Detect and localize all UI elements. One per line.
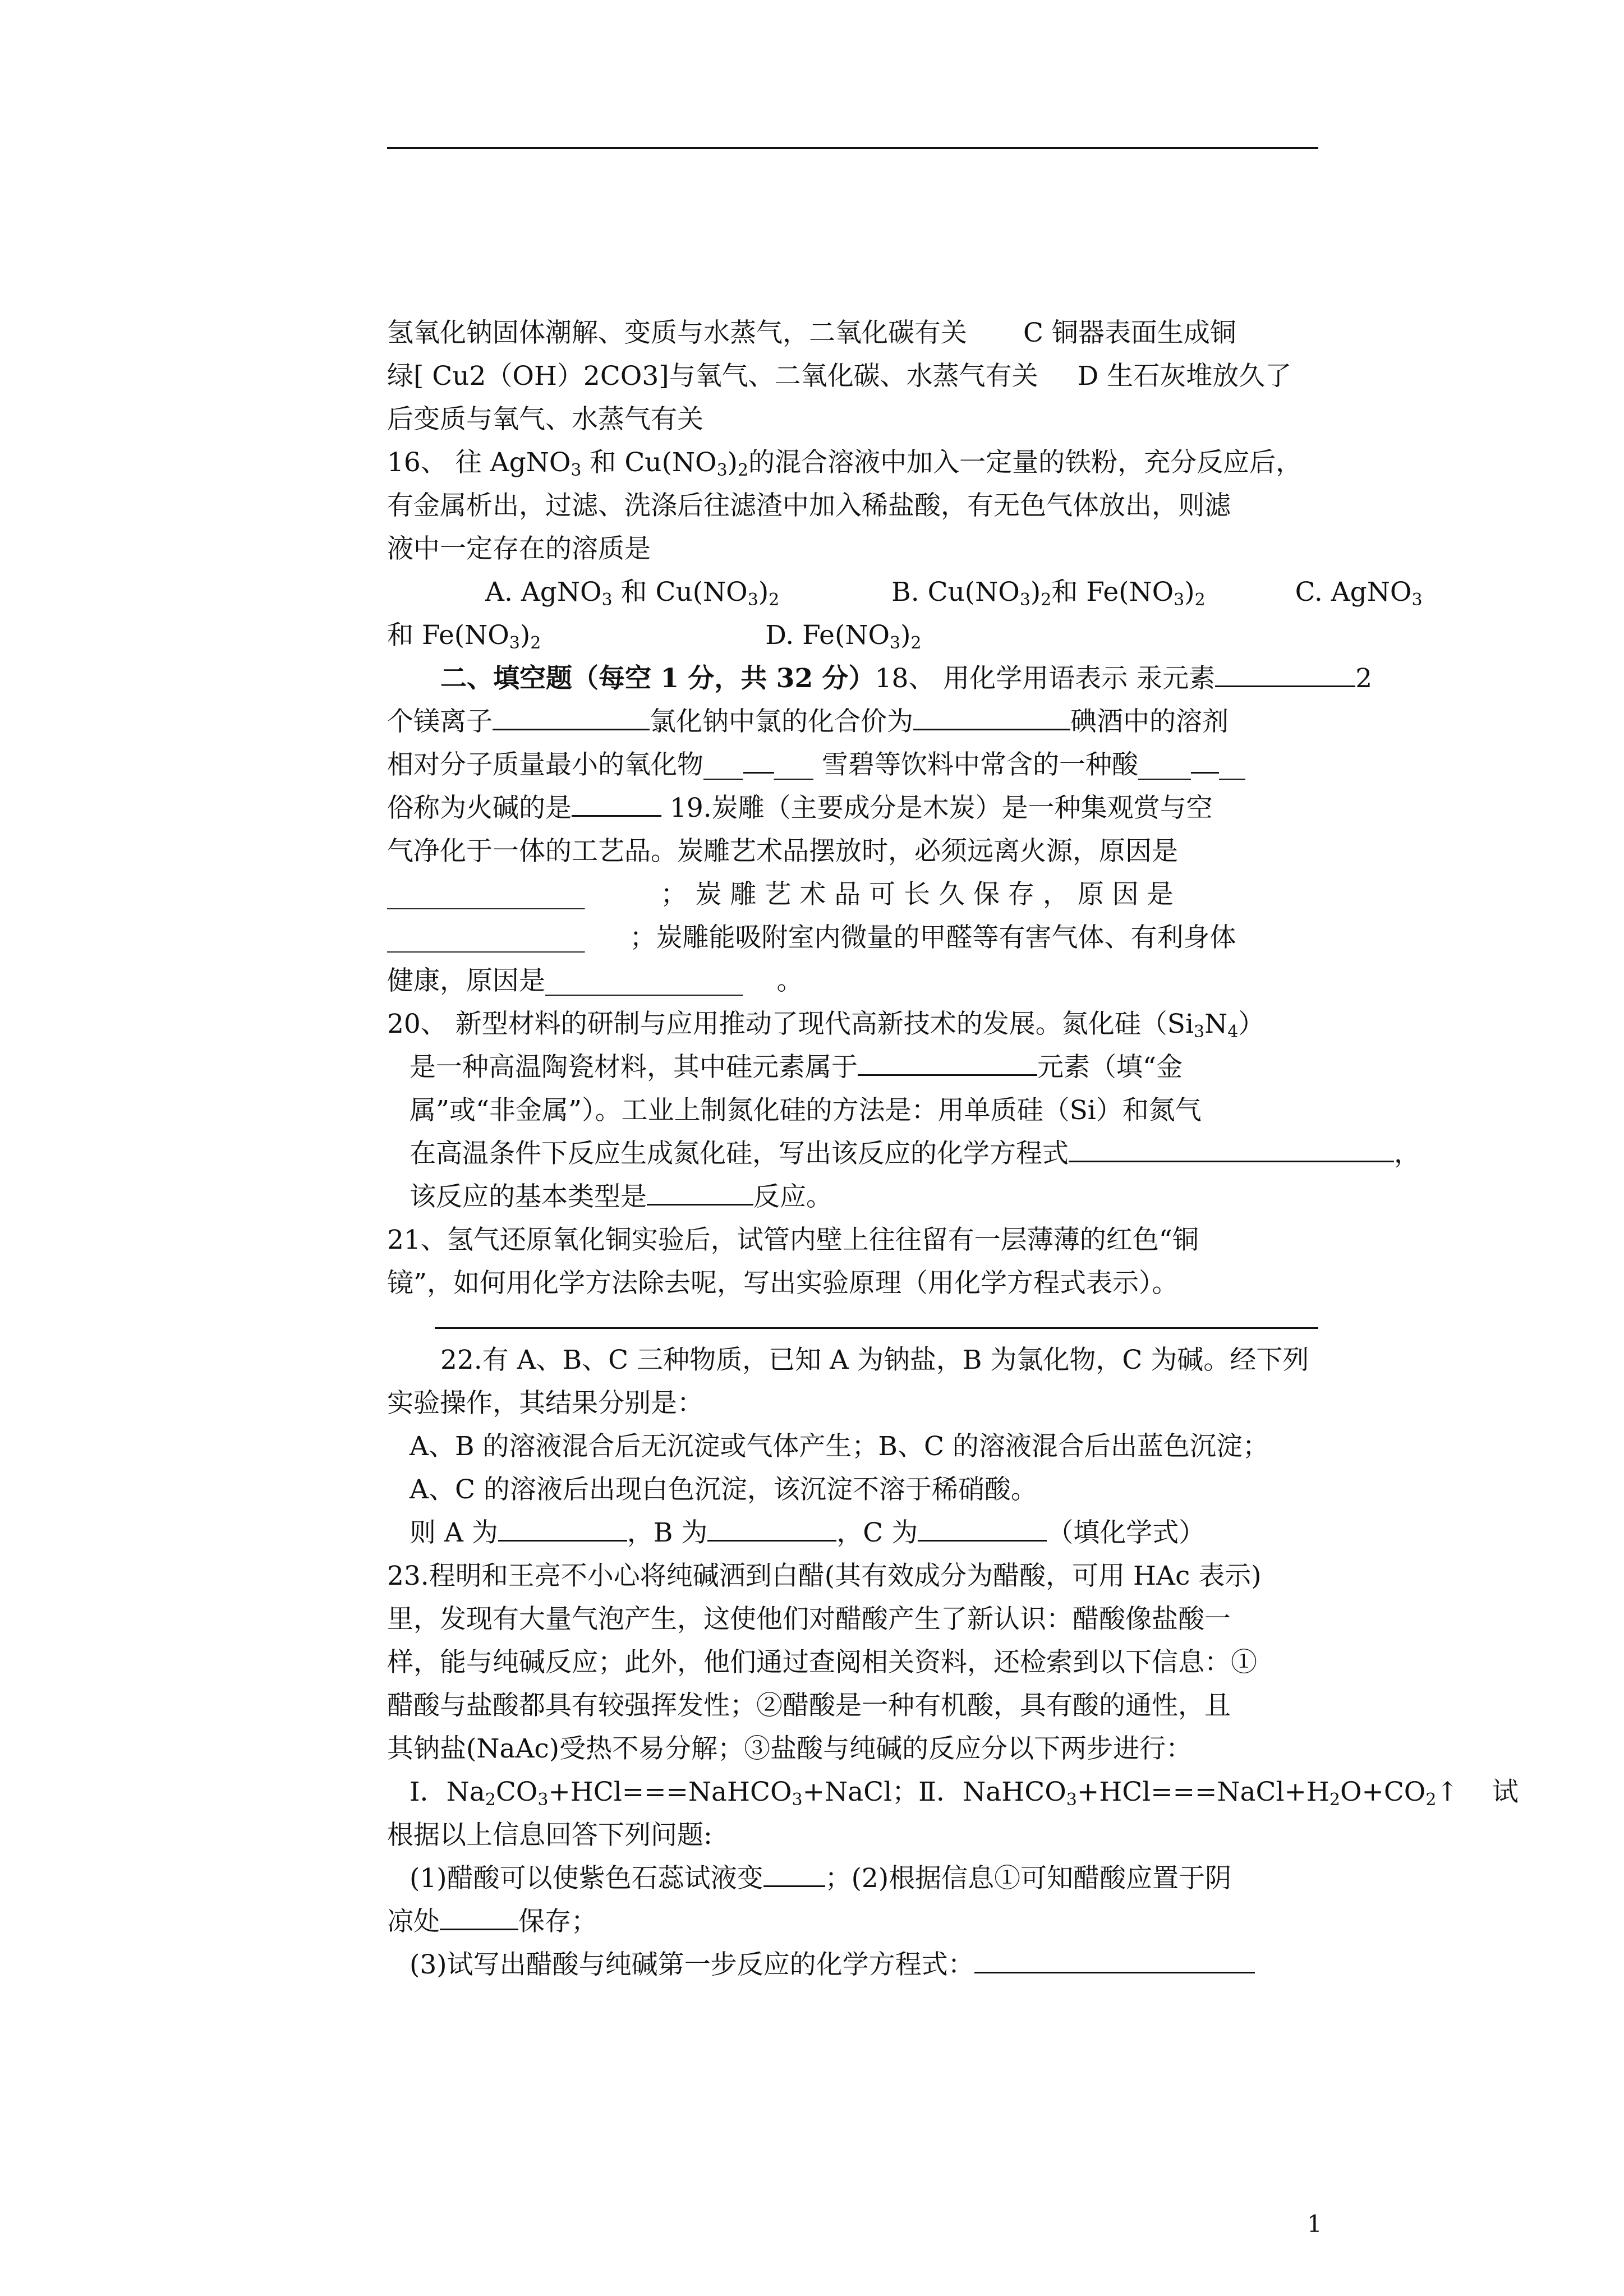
answer-blank[interactable] <box>1069 1138 1394 1162</box>
text: 该反应的基本类型是 <box>410 1181 647 1212</box>
answer-blank[interactable] <box>707 1517 836 1542</box>
text: C 铜器表面生成铜 <box>1023 318 1236 348</box>
text-line <box>387 873 1318 916</box>
subscript: 3 <box>747 590 758 610</box>
text: ) <box>758 577 769 608</box>
text: ) <box>1030 577 1041 608</box>
subscript: 2 <box>1041 590 1052 610</box>
text: 和 Cu(NO <box>581 447 717 478</box>
text: 气净化于一体的工艺品。炭雕艺术品摆放时，必须远离火源，原因是 <box>387 836 1178 867</box>
text-line <box>387 527 1318 570</box>
text: 元素（填“金 <box>1037 1052 1183 1083</box>
text: 凉处 <box>387 1906 440 1937</box>
text: Ⅰ．Na <box>410 1777 485 1807</box>
option-a: A. AgNO <box>485 577 602 608</box>
text: 23.程明和王亮不小心将纯碱洒到白醋(其有效成分为醋酸，可用 HAc 表示) <box>387 1561 1262 1591</box>
document-body <box>387 311 1519 1986</box>
question-18 <box>387 657 1373 700</box>
text-line <box>387 1857 1318 1900</box>
text-line <box>387 311 1318 355</box>
answer-rule <box>435 1327 1318 1329</box>
answer-blank[interactable] <box>974 1949 1255 1973</box>
text: 里，发现有大量气泡产生，这使他们对醋酸产生了新认识：醋酸像盐酸一 <box>387 1604 1231 1635</box>
text: （填化学式） <box>1047 1517 1206 1548</box>
text: 的混合溶液中加入一定量的铁粉，充分反应后， <box>748 447 1303 478</box>
answer-blank[interactable] <box>743 749 774 774</box>
text: +NaCl；Ⅱ．NaHCO <box>802 1777 1066 1807</box>
answer-blank[interactable] <box>918 1517 1047 1542</box>
text: 后变质与氧气、水蒸气有关 <box>387 404 703 435</box>
subscript: 2 <box>1425 1790 1437 1810</box>
text-line <box>387 1262 1318 1305</box>
text-line <box>387 959 1318 1002</box>
text: ） <box>1238 1009 1265 1039</box>
answer-blank[interactable] <box>647 1181 753 1205</box>
option-c: C. AgNO <box>1295 577 1412 608</box>
text-line <box>387 398 1318 441</box>
answer-blank[interactable] <box>913 706 1070 730</box>
section-heading: 二、填空题（每空 1 分，共 32 分） <box>440 663 875 694</box>
text: +HCl===NaCl+H <box>1076 1777 1329 1807</box>
answer-blank[interactable] <box>858 1052 1037 1076</box>
text: ) <box>900 620 911 651</box>
text: 18、 用化学用语表示 汞元素 <box>875 663 1216 694</box>
answer-blank[interactable] <box>572 793 661 817</box>
text: ； 炭 雕 艺 术 品 可 长 久 保 存 ， 原 因 是 <box>660 879 1174 910</box>
text-line <box>387 1943 1318 1986</box>
text-line <box>387 1175 1318 1218</box>
answer-blank[interactable] <box>1215 663 1355 687</box>
subscript: 3 <box>601 590 613 610</box>
answer-blank[interactable]: _______________ <box>545 965 743 996</box>
subscript: 3 <box>1193 1022 1205 1042</box>
page-number: 1 <box>1307 2210 1322 2238</box>
text: 属”或“非金属”）。工业上制氮化硅的方法是：用单质硅（Si）和氮气 <box>410 1095 1202 1126</box>
text: +HCl===NaHCO <box>548 1777 792 1807</box>
subscript: 2 <box>1329 1790 1340 1810</box>
text: 21、氢气还原氧化铜实验后，试管内壁上往往留有一层薄薄的红色“铜 <box>387 1225 1199 1255</box>
text: ；(2)根据信息①可知醋酸应置于阴 <box>825 1863 1232 1894</box>
option-b: B. Cu(NO <box>891 577 1020 608</box>
question-20 <box>387 1002 1318 1046</box>
subscript: 2 <box>769 590 780 610</box>
subscript: 3 <box>537 1790 549 1810</box>
text: 19.炭雕（主要成分是木炭）是一种集观赏与空 <box>661 793 1213 823</box>
text-line <box>387 355 1318 398</box>
text: 。 <box>776 965 803 996</box>
text: ) <box>1184 577 1195 608</box>
text-line <box>387 1814 1318 1857</box>
text: 碘酒中的溶剂 <box>1070 706 1229 737</box>
equation-line <box>387 1770 1519 1814</box>
subscript: 3 <box>509 633 520 653</box>
text: 俗称为火碱的是 <box>387 793 572 823</box>
subscript: 2 <box>910 633 922 653</box>
text: 根据以上信息回答下列问题: <box>387 1820 712 1851</box>
text-line <box>387 1089 1318 1132</box>
subscript: 3 <box>792 1790 803 1810</box>
text: 有金属析出，过滤、洗涤后往滤渣中加入稀盐酸，有无色气体放出，则滤 <box>387 490 1231 521</box>
subscript: 3 <box>1019 590 1030 610</box>
text-line <box>387 1727 1318 1770</box>
answer-blank[interactable] <box>493 706 650 730</box>
header-rule <box>387 147 1318 149</box>
subscript: 2 <box>1194 590 1206 610</box>
text: O+CO <box>1340 1777 1426 1807</box>
subscript: 3 <box>1174 590 1185 610</box>
text: ___ 雪碧等饮料中常含的一种酸____ <box>774 749 1191 780</box>
text-line <box>387 743 1318 786</box>
text-line <box>387 1598 1318 1641</box>
text: D 生石灰堆放久了 <box>1077 361 1292 392</box>
text: 16、 往 AgNO <box>387 447 571 478</box>
options-line <box>387 570 1423 614</box>
subscript: 3 <box>1066 1790 1077 1810</box>
text: ) <box>727 447 738 478</box>
answer-blank[interactable] <box>498 1517 627 1542</box>
answer-blank[interactable]: _______________ <box>387 879 585 910</box>
text: (3)试写出醋酸与纯碱第一步反应的化学方程式： <box>410 1949 974 1980</box>
text: 2 <box>1355 663 1373 694</box>
text: 镜”，如何用化学方法除去呢，写出实验原理（用化学方程式表示）。 <box>387 1268 1179 1299</box>
text: 在高温条件下反应生成氮化硅，写出该反应的化学方程式 <box>410 1138 1069 1169</box>
text: ；炭雕能吸附室内微量的甲醛等有害气体、有利身体 <box>629 922 1236 953</box>
text-line <box>387 830 1318 873</box>
text-line <box>387 1382 1318 1425</box>
text: A、B 的溶液混合后无沉淀或气体产生；B、C 的溶液混合后出蓝色沉淀； <box>410 1431 1269 1462</box>
text-line <box>387 1468 1318 1511</box>
subscript: 3 <box>571 461 582 480</box>
text-line <box>387 1132 1420 1175</box>
text: 和 Fe(NO <box>387 620 509 651</box>
text-line <box>387 1900 1318 1943</box>
subscript: 2 <box>530 633 541 653</box>
answer-blank[interactable]: _______________ <box>387 922 585 953</box>
text-line <box>387 1046 1318 1089</box>
text-line <box>387 1641 1318 1684</box>
text-line <box>387 484 1318 527</box>
text: 相对分子质量最小的氧化物___ <box>387 749 743 780</box>
text: ) <box>519 620 531 651</box>
text: ，C 为 <box>836 1517 918 1548</box>
text: 试 <box>1492 1777 1519 1807</box>
text: 实验操作，其结果分别是： <box>387 1388 703 1419</box>
text: A、C 的溶液后出现白色沉淀，该沉淀不溶于稀硝酸。 <box>410 1474 1037 1505</box>
text: __ <box>1218 749 1245 780</box>
text: 液中一定存在的溶质是 <box>387 533 651 564</box>
text: ↑ <box>1436 1777 1459 1807</box>
text: 22.有 A、B、C 三种物质，已知 A 为钠盐，B 为氯化物，C 为碱。经下列 <box>440 1345 1309 1375</box>
text: ， <box>1394 1138 1420 1169</box>
text: 是一种高温陶瓷材料，其中硅元素属于 <box>410 1052 858 1083</box>
options-line <box>387 614 1318 657</box>
answer-blank[interactable] <box>440 1906 518 1930</box>
text: 和 Cu(NO <box>612 577 748 608</box>
answer-blank[interactable] <box>763 1863 825 1887</box>
text: ，B 为 <box>627 1517 708 1548</box>
text: 健康，原因是 <box>387 965 545 996</box>
text: CO <box>495 1777 538 1807</box>
text: 样，能与纯碱反应；此外，他们通过查阅相关资料，还检索到以下信息：① <box>387 1647 1257 1678</box>
question-21 <box>387 1218 1318 1262</box>
subscript: 4 <box>1227 1022 1239 1042</box>
question-22 <box>387 1338 1318 1382</box>
subscript: 2 <box>738 461 749 480</box>
text: 保存； <box>518 1906 597 1937</box>
text: 其钠盐(NaAc)受热不易分解；③盐酸与纯碱的反应分以下两步进行： <box>387 1733 1193 1764</box>
text: 则 A 为 <box>410 1517 498 1548</box>
text: 绿[ Cu2（OH）2CO3]与氧气、二氧化碳、水蒸气有关 <box>387 361 1038 392</box>
text: 醋酸与盐酸都具有较强挥发性；②醋酸是一种有机酸，具有酸的通性，且 <box>387 1690 1231 1721</box>
text: 个镁离子 <box>387 706 493 737</box>
answer-blank[interactable] <box>1191 749 1219 774</box>
text: 氯化钠中氯的化合价为 <box>650 706 913 737</box>
text: 氢氧化钠固体潮解、变质与水蒸气，二氧化碳有关 <box>387 318 967 348</box>
text: 和 Fe(NO <box>1051 577 1174 608</box>
text: (1)醋酸可以使紫色石蕊试液变 <box>410 1863 763 1894</box>
subscript: 3 <box>716 461 728 480</box>
text: 20、 新型材料的研制与应用推动了现代高新技术的发展。氮化硅（Si <box>387 1009 1194 1039</box>
text: 反应。 <box>753 1181 832 1212</box>
text-line <box>387 916 1318 959</box>
text-line <box>387 786 1318 830</box>
option-d: D. Fe(NO <box>765 620 890 651</box>
subscript: 3 <box>889 633 901 653</box>
subscript: 3 <box>1411 590 1423 610</box>
question-23 <box>387 1554 1318 1598</box>
text-line <box>387 1684 1318 1727</box>
subscript: 2 <box>485 1790 496 1810</box>
text-line <box>387 1425 1318 1468</box>
text: N <box>1204 1009 1228 1039</box>
text-line <box>387 1511 1318 1554</box>
answer-line[interactable] <box>387 1305 1318 1338</box>
text-line <box>387 700 1318 743</box>
question-16 <box>387 441 1318 484</box>
